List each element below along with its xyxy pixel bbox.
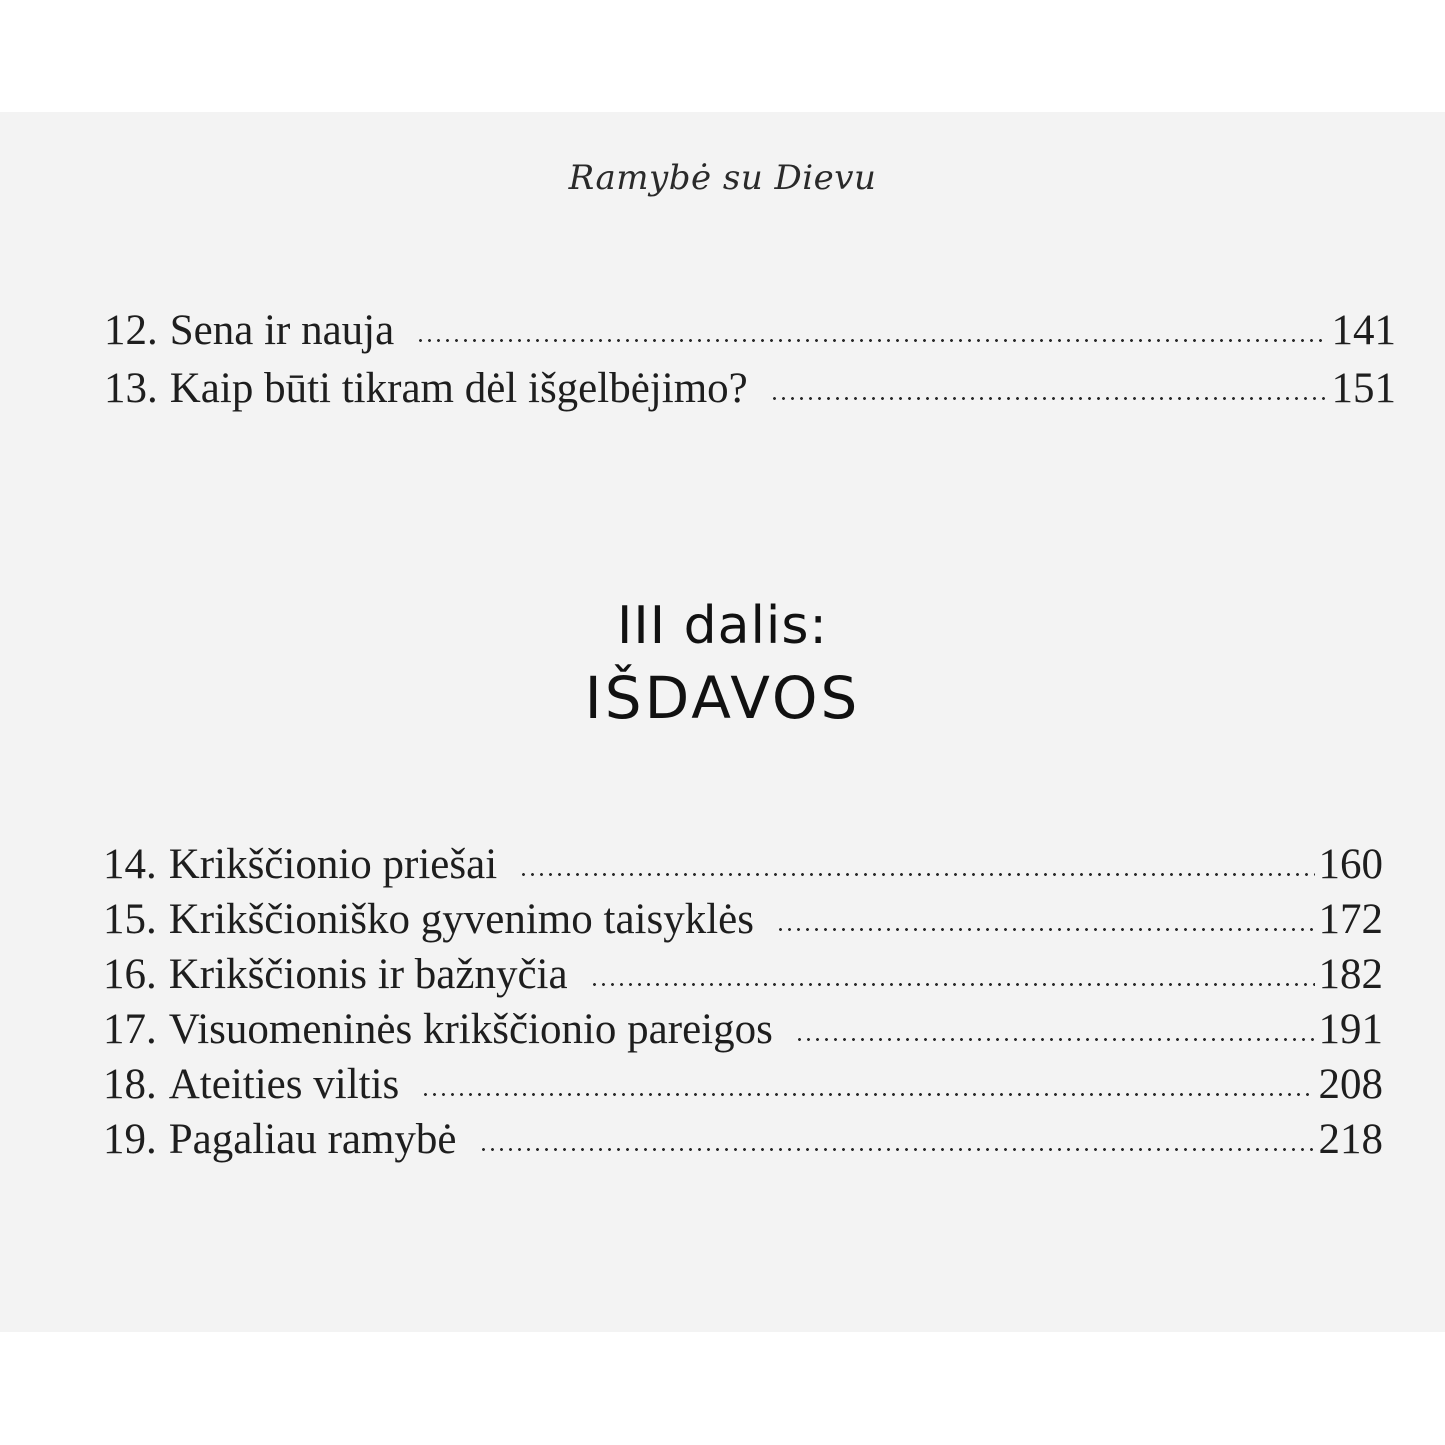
toc-entry <box>104 360 1396 418</box>
toc-entry-title: Krikščioniško gyvenimo taisyklės <box>168 896 754 943</box>
part-label: III dalis: <box>617 596 828 656</box>
dot-leader <box>770 397 1328 400</box>
dot-leader <box>479 1148 1315 1151</box>
toc-entry-number: 16. <box>103 951 157 998</box>
toc-entry-page: 160 <box>1318 841 1383 888</box>
toc-entry-number: 17. <box>103 1006 157 1053</box>
dot-leader <box>519 873 1314 876</box>
toc-entry-title: Krikščionio priešai <box>168 841 498 888</box>
toc-entry-title: Pagaliau ramybė <box>168 1116 457 1163</box>
toc-entry-page: 218 <box>1318 1116 1383 1163</box>
dot-leader <box>795 1038 1315 1041</box>
toc-entry-title: Sena ir nauja <box>169 307 395 354</box>
toc-entry-page: 151 <box>1331 365 1396 412</box>
book-page <box>0 112 1445 1332</box>
toc-entry-number: 13. <box>104 365 158 412</box>
dot-leader <box>590 983 1315 986</box>
part-title: IŠDAVOS <box>584 664 861 732</box>
dot-leader <box>416 339 1327 342</box>
toc-list-part-ii <box>104 302 1396 418</box>
toc-entry-number: 18. <box>103 1061 157 1108</box>
dot-leader <box>421 1093 1314 1096</box>
toc-entry-title: Kaip būti tikram dėl išgelbėjimo? <box>169 365 748 412</box>
toc-entry-number: 12. <box>104 307 158 354</box>
toc-list-part-iii <box>103 837 1383 1167</box>
toc-entry-number: 14. <box>103 841 157 888</box>
toc-entry-page: 208 <box>1318 1061 1383 1108</box>
toc-entry <box>103 1057 1383 1112</box>
toc-entry-page: 141 <box>1331 307 1396 354</box>
toc-entry <box>104 302 1396 360</box>
toc-entry <box>103 892 1383 947</box>
toc-entry-number: 15. <box>103 896 157 943</box>
toc-entry <box>103 1002 1383 1057</box>
toc-entry-page: 182 <box>1318 951 1383 998</box>
toc-entry-page: 172 <box>1318 896 1383 943</box>
toc-entry <box>103 837 1383 892</box>
toc-entry-number: 19. <box>103 1116 157 1163</box>
dot-leader <box>776 928 1315 931</box>
running-head: Ramybė su Dievu <box>568 158 877 198</box>
toc-entry-title: Ateities viltis <box>168 1061 400 1108</box>
toc-entry <box>103 1112 1383 1167</box>
toc-entry <box>103 947 1383 1002</box>
toc-entry-page: 191 <box>1318 1006 1383 1053</box>
toc-entry-title: Krikščionis ir bažnyčia <box>168 951 568 998</box>
toc-entry-title: Visuomeninės krikščionio pareigos <box>168 1006 773 1053</box>
